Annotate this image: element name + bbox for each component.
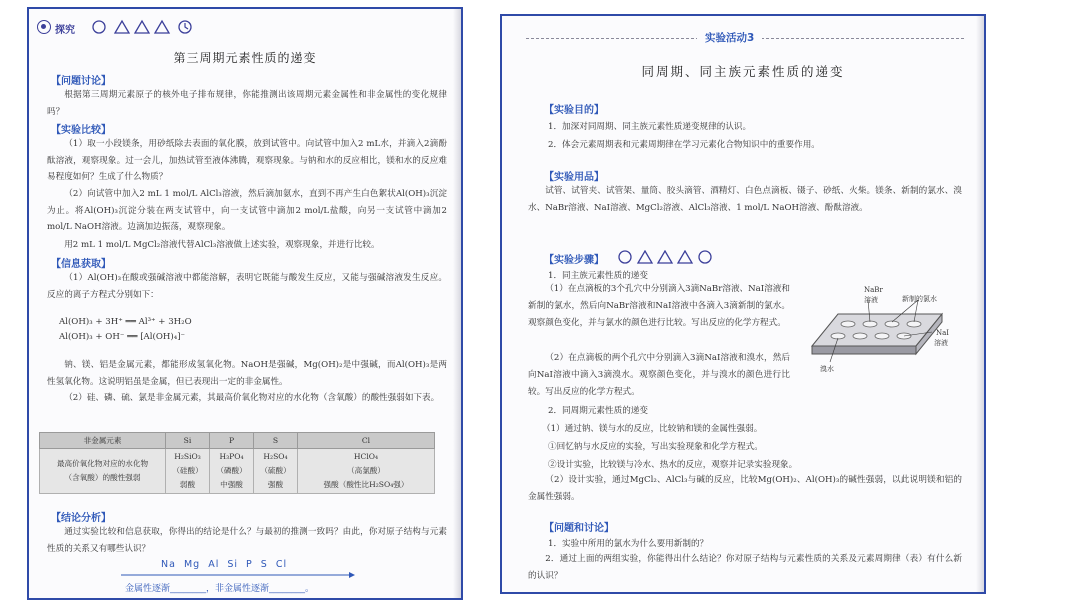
table-cell: HClO₄ （高氯酸） 强酸（酸性比H₂SO₄强） (298, 449, 435, 494)
table-header: S (254, 433, 298, 449)
clock-icon (699, 251, 711, 263)
figure-label-nai: NaI (936, 329, 950, 337)
equation-2: Al(OH)₃ + OH⁻ ══ [Al(OH)₄]⁻ (59, 332, 186, 342)
nonmetal-acid-table (39, 432, 435, 494)
section-heading-purpose: 【实验目的】 (544, 105, 604, 116)
information-paragraph-3: （2）硅、磷、硫、氯是非金属元素，其最高价氧化物对应的水化物（含氧酸）的酸性强弱如下表。 (64, 393, 440, 403)
materials-paragraph: 试管、试管夹、试管架、量筒、胶头滴管、酒精灯、白色点滴板、镊子、砂纸、火柴。镁条、新制的氯水、溴水、NaBr溶液、NaI溶液、MgCl₂溶液、AlCl₃溶液、1 mol/L NaOH溶液、酚酞溶液。 (528, 186, 962, 213)
left-textbook-page (27, 7, 463, 600)
table-row (40, 449, 435, 494)
table-header-row (40, 433, 435, 449)
hazard-icon (638, 251, 652, 263)
table-row-label: 最高价氧化物对应的水化物（含氧酸）的酸性强弱 (40, 449, 166, 494)
goggles-icon (93, 21, 105, 33)
section-heading-information: 【信息获取】 (51, 259, 111, 270)
discussion-question-1: 1．实验中所用的氯水为什么要用新制的？ (548, 539, 709, 549)
step-title-1: 1．同主族元素性质的递变 (548, 271, 648, 281)
experiment-paragraph-3: 用2 mL 1 mol/L MgCl₂溶液代替AlCl₃溶液做上述实验，观察现象，并进行比较。 (64, 240, 380, 250)
figure-label-nabr-solution: 溶液 (864, 296, 878, 304)
period-elements-row: Na Mg Al Si P S Cl (161, 559, 288, 570)
table-header: P (210, 433, 254, 449)
activity-label: 实验活动3 (697, 30, 762, 45)
table-header: Cl (298, 433, 435, 449)
trend-arrow (121, 571, 357, 579)
table-cell: H₃PO₄ （磷酸） 中强酸 (210, 449, 254, 494)
left-page-title: 第三周期元素性质的递变 (173, 51, 317, 65)
section-heading-materials: 【实验用品】 (544, 172, 604, 183)
right-textbook-page (500, 14, 986, 594)
step-2-paragraph-2: （2）设计实验，通过MgCl₂、AlCl₃与碱的反应，比较Mg(OH)₂、Al(OH)₃的碱性强弱，以此说明镁和铝的金属性强弱。 (528, 475, 962, 502)
purpose-item-1: 1．加深对同周期、同主族元素性质递变规律的认识。 (548, 122, 752, 132)
section-heading-steps: 【实验步骤】 (544, 255, 604, 266)
section-heading-experiment: 【实验比较】 (51, 125, 111, 136)
experiment-paragraph-2: （2）向试管中加入2 mL 1 mol/L AlCl₃溶液，然后滴加氨水，直到不再产生白色絮状Al(OH)₃沉淀为止。将Al(OH)₃沉淀分装在两支试管中，向一支试管中滴加2 mol/L盐酸，向另一支试管中滴加2 mol/L NaOH溶液。边滴加边振荡，观察现象。 (47, 189, 447, 232)
section-heading-discussion: 【问题和讨论】 (544, 523, 614, 534)
clock-icon (177, 19, 193, 35)
hazard-icon (115, 21, 129, 33)
conclusion-paragraph: 通过实验比较和信息获取，你得出的结论是什么？与最初的推测一致吗？由此，你对原子结构与元素性质的关系又有哪些认识？ (47, 527, 447, 554)
right-page-title: 同周期、同主族元素性质的递变 (641, 64, 845, 79)
figure-label-bromine-water: 溴水 (820, 365, 834, 373)
experiment-paragraph-1: （1）取一小段镁条，用砂纸除去表面的氧化膜，放到试管中。向试管中加入2 mL水，并滴入2滴酚酞溶液，观察现象。过一会儿，加热试管至液体沸腾，观察现象。与钠和水的反应相比，镁和水的反应难易程度如何？生成了什么物质？ (47, 139, 447, 182)
figure-label-chlorine-water: 新制的氯水 (902, 295, 937, 303)
discussion-question-2: 2．通过上面的两组实验，你能得出什么结论？你对原子结构与元素性质的关系及元素周期律（表）有什么新的认识？ (528, 554, 962, 581)
information-paragraph-1: （1）Al(OH)₃在酸或强碱溶液中都能溶解，表明它既能与酸发生反应，又能与强碱溶液发生反应。反应的离子方程式分别如下： (47, 273, 447, 300)
equation-1: Al(OH)₃ + 3H⁺ ══ Al³⁺ + 3H₂O (59, 317, 192, 327)
page-fold-shadow (453, 9, 461, 598)
purpose-item-2: 2．体会元素周期表和元素周期律在学习元素化合物知识中的重要作用。 (548, 140, 820, 150)
step-safety-icons (618, 250, 712, 265)
section-heading-discussion: 【问题讨论】 (51, 76, 111, 87)
step-2-item-1: ①回忆钠与水反应的实验，写出实验现象和化学方程式。 (548, 442, 763, 452)
step-2-paragraph-1: （1）通过钠、镁与水的反应，比较钠和镁的金属性强弱。 (542, 424, 763, 434)
table-header: Si (166, 433, 210, 449)
figure-label-nabr: NaBr (864, 286, 883, 294)
trend-statement: 金属性逐渐________，非金属性逐渐________。 (125, 584, 315, 594)
step-1-paragraph-2: （2）在点滴板的两个孔穴中分别滴入3滴NaI溶液和溴水，然后向NaI溶液中滴入3滴溴水。观察颜色变化，并与溴水的颜色进行比较。写出反应的化学方程式。 (528, 353, 790, 397)
page-fold-shadow (976, 16, 984, 592)
table-header: 非金属元素 (40, 433, 166, 449)
goggles-icon (619, 251, 631, 263)
step-1-paragraph-1: （1）在点滴板的3个孔穴中分别滴入3滴NaBr溶液、NaI溶液和新制的氯水，然后向NaBr溶液和NaI溶液中各滴入3滴新制的氯水。观察颜色变化，并与氯水的颜色进行比较。写出反应的化学方程式。 (528, 284, 790, 328)
step-title-2: 2．同周期元素性质的递变 (548, 406, 648, 416)
table-cell: H₂SiO₃ （硅酸） 弱酸 (166, 449, 210, 494)
target-icon (37, 20, 51, 34)
step-2-item-2: ②设计实验，比较镁与冷水、热水的反应，观察并记录实验现象。 (548, 460, 798, 470)
discussion-paragraph: 根据第三周期元素原子的核外电子排布规律，你能推测出该周期元素金属性和非金属性的变化规律吗？ (47, 90, 447, 117)
safety-icons (91, 19, 175, 35)
hot-icon (155, 21, 169, 33)
section-heading-conclusion: 【结论分析】 (51, 513, 111, 524)
figure-label-nai-solution: 溶液 (934, 339, 948, 347)
flame-icon (135, 21, 149, 33)
badge-label: 探究 (55, 25, 75, 36)
information-paragraph-2: 钠、镁、铝是金属元素，都能形成氢氧化物。NaOH是强碱，Mg(OH)₂是中强碱，而Al(OH)₃是两性氢氧化物。这说明铝虽是金属，但已表现出一定的非金属性。 (47, 360, 447, 387)
flame-icon (658, 251, 672, 263)
table-cell: H₂SO₄ （硫酸） 强酸 (254, 449, 298, 494)
hot-icon (678, 251, 692, 263)
